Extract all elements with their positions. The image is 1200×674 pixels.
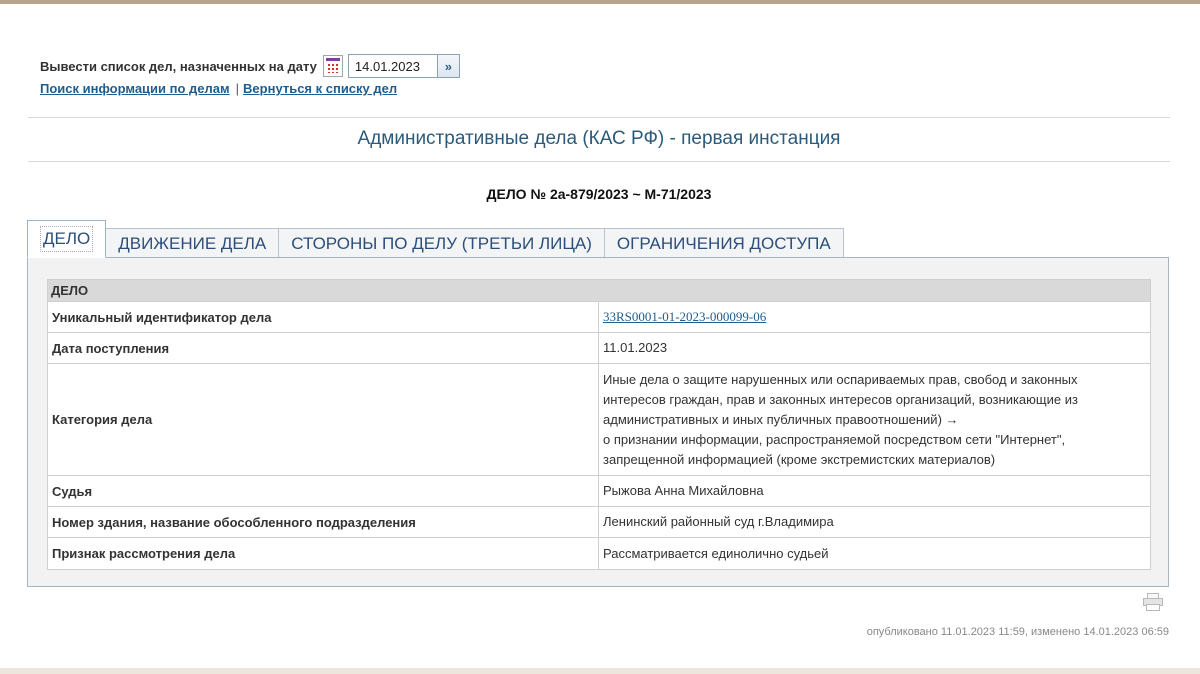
table-row	[48, 476, 1151, 507]
tab-parties[interactable]: СТОРОНЫ ПО ДЕЛУ (ТРЕТЬИ ЛИЦА)	[278, 228, 605, 258]
table-row	[48, 507, 1151, 538]
row-key: Судья	[48, 476, 599, 507]
double-chevron-right-icon[interactable]: »	[438, 54, 460, 78]
table-header-row	[48, 280, 1151, 302]
link-separator: |	[235, 81, 240, 96]
row-key: Дата поступления	[48, 333, 599, 364]
table-row	[48, 538, 1151, 570]
table-header: ДЕЛО	[48, 280, 1151, 302]
row-value	[599, 302, 1151, 333]
divider-top	[28, 117, 1170, 118]
table-row	[48, 333, 1151, 364]
tab-case-movement[interactable]: ДВИЖЕНИЕ ДЕЛА	[105, 228, 279, 258]
case-info-table	[47, 279, 1151, 570]
case-panel	[27, 257, 1169, 587]
search-cases-link[interactable]: Поиск информации по делам	[40, 81, 230, 96]
row-key: Категория дела	[48, 364, 599, 476]
table-row	[48, 364, 1151, 476]
date-filter	[40, 53, 460, 79]
row-value: 11.01.2023	[599, 333, 1151, 364]
tab-access-restrictions[interactable]: ОГРАНИЧЕНИЯ ДОСТУПА	[604, 228, 844, 258]
back-to-list-link[interactable]: Вернуться к списку дел	[243, 81, 398, 96]
row-value: Рассматривается единолично судьей	[599, 538, 1151, 570]
row-key: Уникальный идентификатор дела	[48, 302, 599, 333]
nav-links	[40, 81, 397, 96]
category-line: административных и иных публичных правоотношений) →	[603, 411, 959, 427]
divider-bottom	[28, 161, 1170, 162]
printer-icon[interactable]	[1143, 593, 1163, 611]
tab-case[interactable]	[27, 220, 106, 258]
category-line: интересов граждан, прав и законных интересов организаций, возникающие из	[603, 391, 1078, 407]
row-key: Признак рассмотрения дела	[48, 538, 599, 570]
calendar-icon[interactable]	[323, 55, 343, 77]
category-line: Иные дела о защите нарушенных или оспариваемых прав, свобод и законных	[603, 371, 1078, 387]
case-number: ДЕЛО № 2а-879/2023 ~ М-71/2023	[486, 186, 712, 202]
case-uid-link[interactable]: 33RS0001-01-2023-000099-06	[603, 309, 767, 324]
date-filter-label: Вывести список дел, назначенных на дату	[40, 58, 317, 74]
top-border	[0, 0, 1200, 4]
publication-info: опубликовано 11.01.2023 11:59, изменено 14.01.2023 06:59	[866, 626, 1169, 638]
row-value: Рыжова Анна Михайловна	[599, 476, 1151, 507]
case-tabs	[27, 218, 843, 258]
category-line: запрещенной информацией (кроме экстремистских материалов)	[603, 451, 996, 467]
row-value: Ленинский районный суд г.Владимира	[599, 507, 1151, 538]
date-input[interactable]	[348, 54, 438, 78]
row-value	[599, 364, 1151, 476]
table-row	[48, 302, 1151, 333]
bottom-border	[0, 668, 1200, 674]
page-title: Административные дела (КАС РФ) - первая инстанция	[357, 128, 841, 149]
row-key: Номер здания, название обособленного подразделения	[48, 507, 599, 538]
tab-case-label: ДЕЛО	[40, 226, 93, 252]
category-line: о признании информации, распространяемой посредством сети "Интернет",	[603, 431, 1066, 447]
